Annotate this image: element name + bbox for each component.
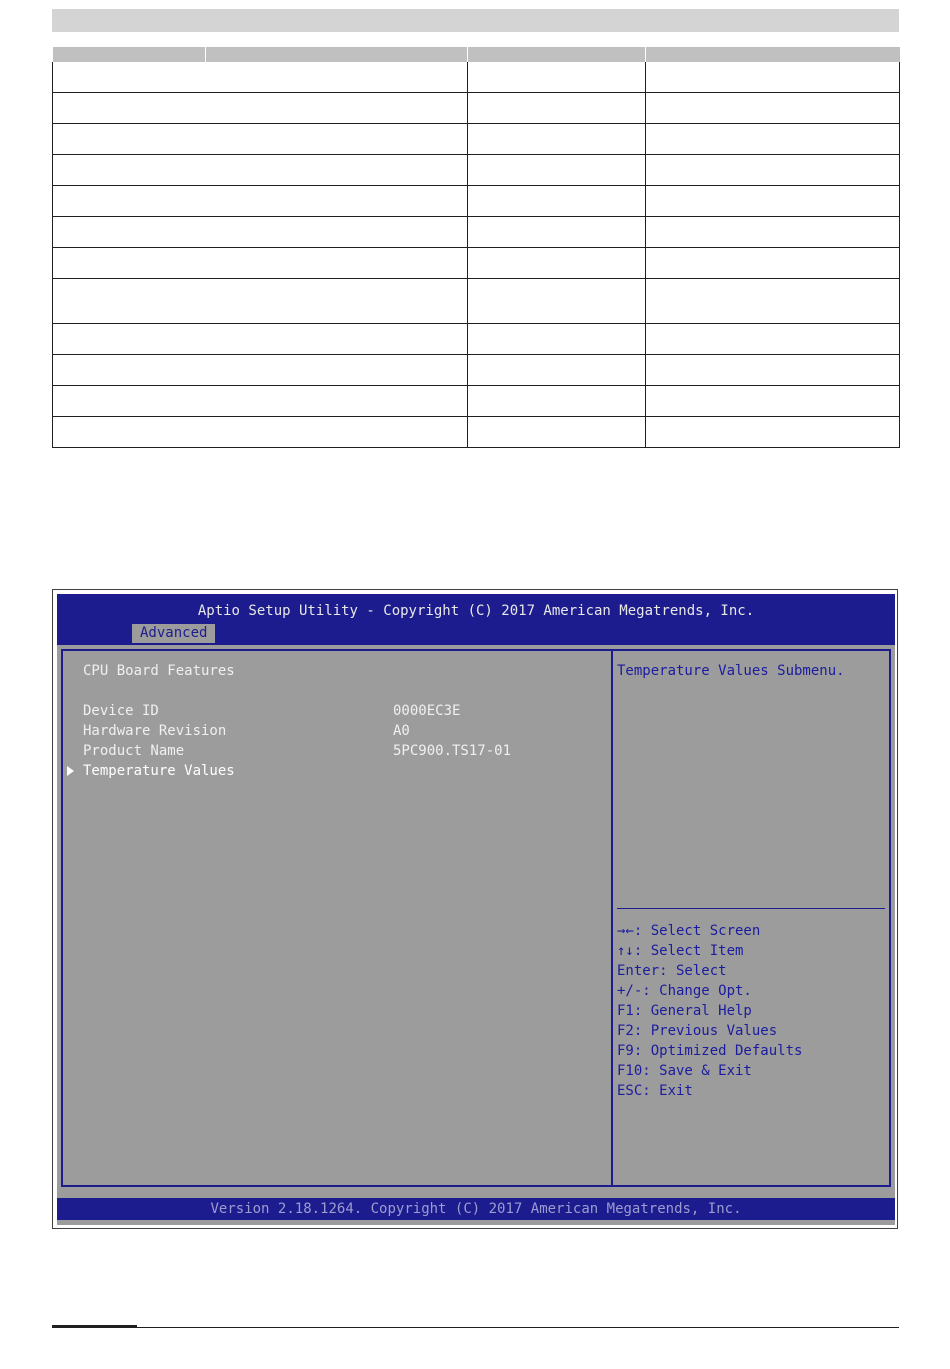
table-row — [53, 186, 900, 217]
key-help-f10: F10: Save & Exit — [617, 1063, 752, 1079]
submenu-arrow-icon — [67, 766, 74, 776]
key-help-enter: Enter: Select — [617, 963, 727, 979]
device-id-value: 0000EC3E — [393, 703, 461, 719]
key-help-f1: F1: General Help — [617, 1003, 752, 1019]
bios-footer-text: Version 2.18.1264. Copyright (C) 2017 American Megatrends, Inc. — [210, 1201, 742, 1217]
table-row — [53, 217, 900, 248]
help-separator — [617, 908, 885, 909]
temperature-values-menu-item[interactable]: Temperature Values — [83, 763, 235, 779]
product-name-value: 5PC900.TS17-01 — [393, 743, 512, 759]
key-help-select-item: ↑↓: Select Item — [617, 943, 744, 959]
table-row — [53, 355, 900, 386]
table-row — [53, 124, 900, 155]
key-help-esc: ESC: Exit — [617, 1083, 693, 1099]
device-id-label: Device ID — [83, 703, 159, 719]
section-title: CPU Board Features — [83, 663, 235, 679]
hardware-revision-label: Hardware Revision — [83, 723, 227, 739]
table-row — [53, 386, 900, 417]
table-row — [53, 62, 900, 93]
key-help-select-screen: →←: Select Screen — [617, 923, 761, 939]
table-row — [53, 155, 900, 186]
table-row — [53, 93, 900, 124]
document-header-bar — [52, 9, 899, 32]
table-header-row — [53, 47, 900, 62]
bios-help-pane — [613, 649, 891, 1187]
bios-screenshot-frame — [52, 589, 898, 1229]
table-row — [53, 279, 900, 324]
help-text: Temperature Values Submenu. — [617, 663, 845, 679]
table-row — [53, 324, 900, 355]
bios-title-bar — [57, 594, 895, 645]
bios-title: Aptio Setup Utility - Copyright (C) 2017 American Megatrends, Inc. — [197, 603, 755, 619]
table-row — [53, 417, 900, 448]
key-help-change-opt: +/-: Change Opt. — [617, 983, 752, 999]
bios-footer-bar — [57, 1198, 895, 1220]
key-help-f2: F2: Previous Values — [617, 1023, 778, 1039]
bios-main-pane — [61, 649, 613, 1187]
hardware-revision-value: A0 — [393, 723, 410, 739]
key-help-f9: F9: Optimized Defaults — [617, 1043, 803, 1059]
tab-advanced[interactable]: Advanced — [132, 624, 215, 643]
table-row — [53, 248, 900, 279]
bios-screen — [57, 594, 895, 1225]
product-name-label: Product Name — [83, 743, 185, 759]
page-footer-rule — [52, 1327, 899, 1328]
document-table — [52, 47, 900, 448]
